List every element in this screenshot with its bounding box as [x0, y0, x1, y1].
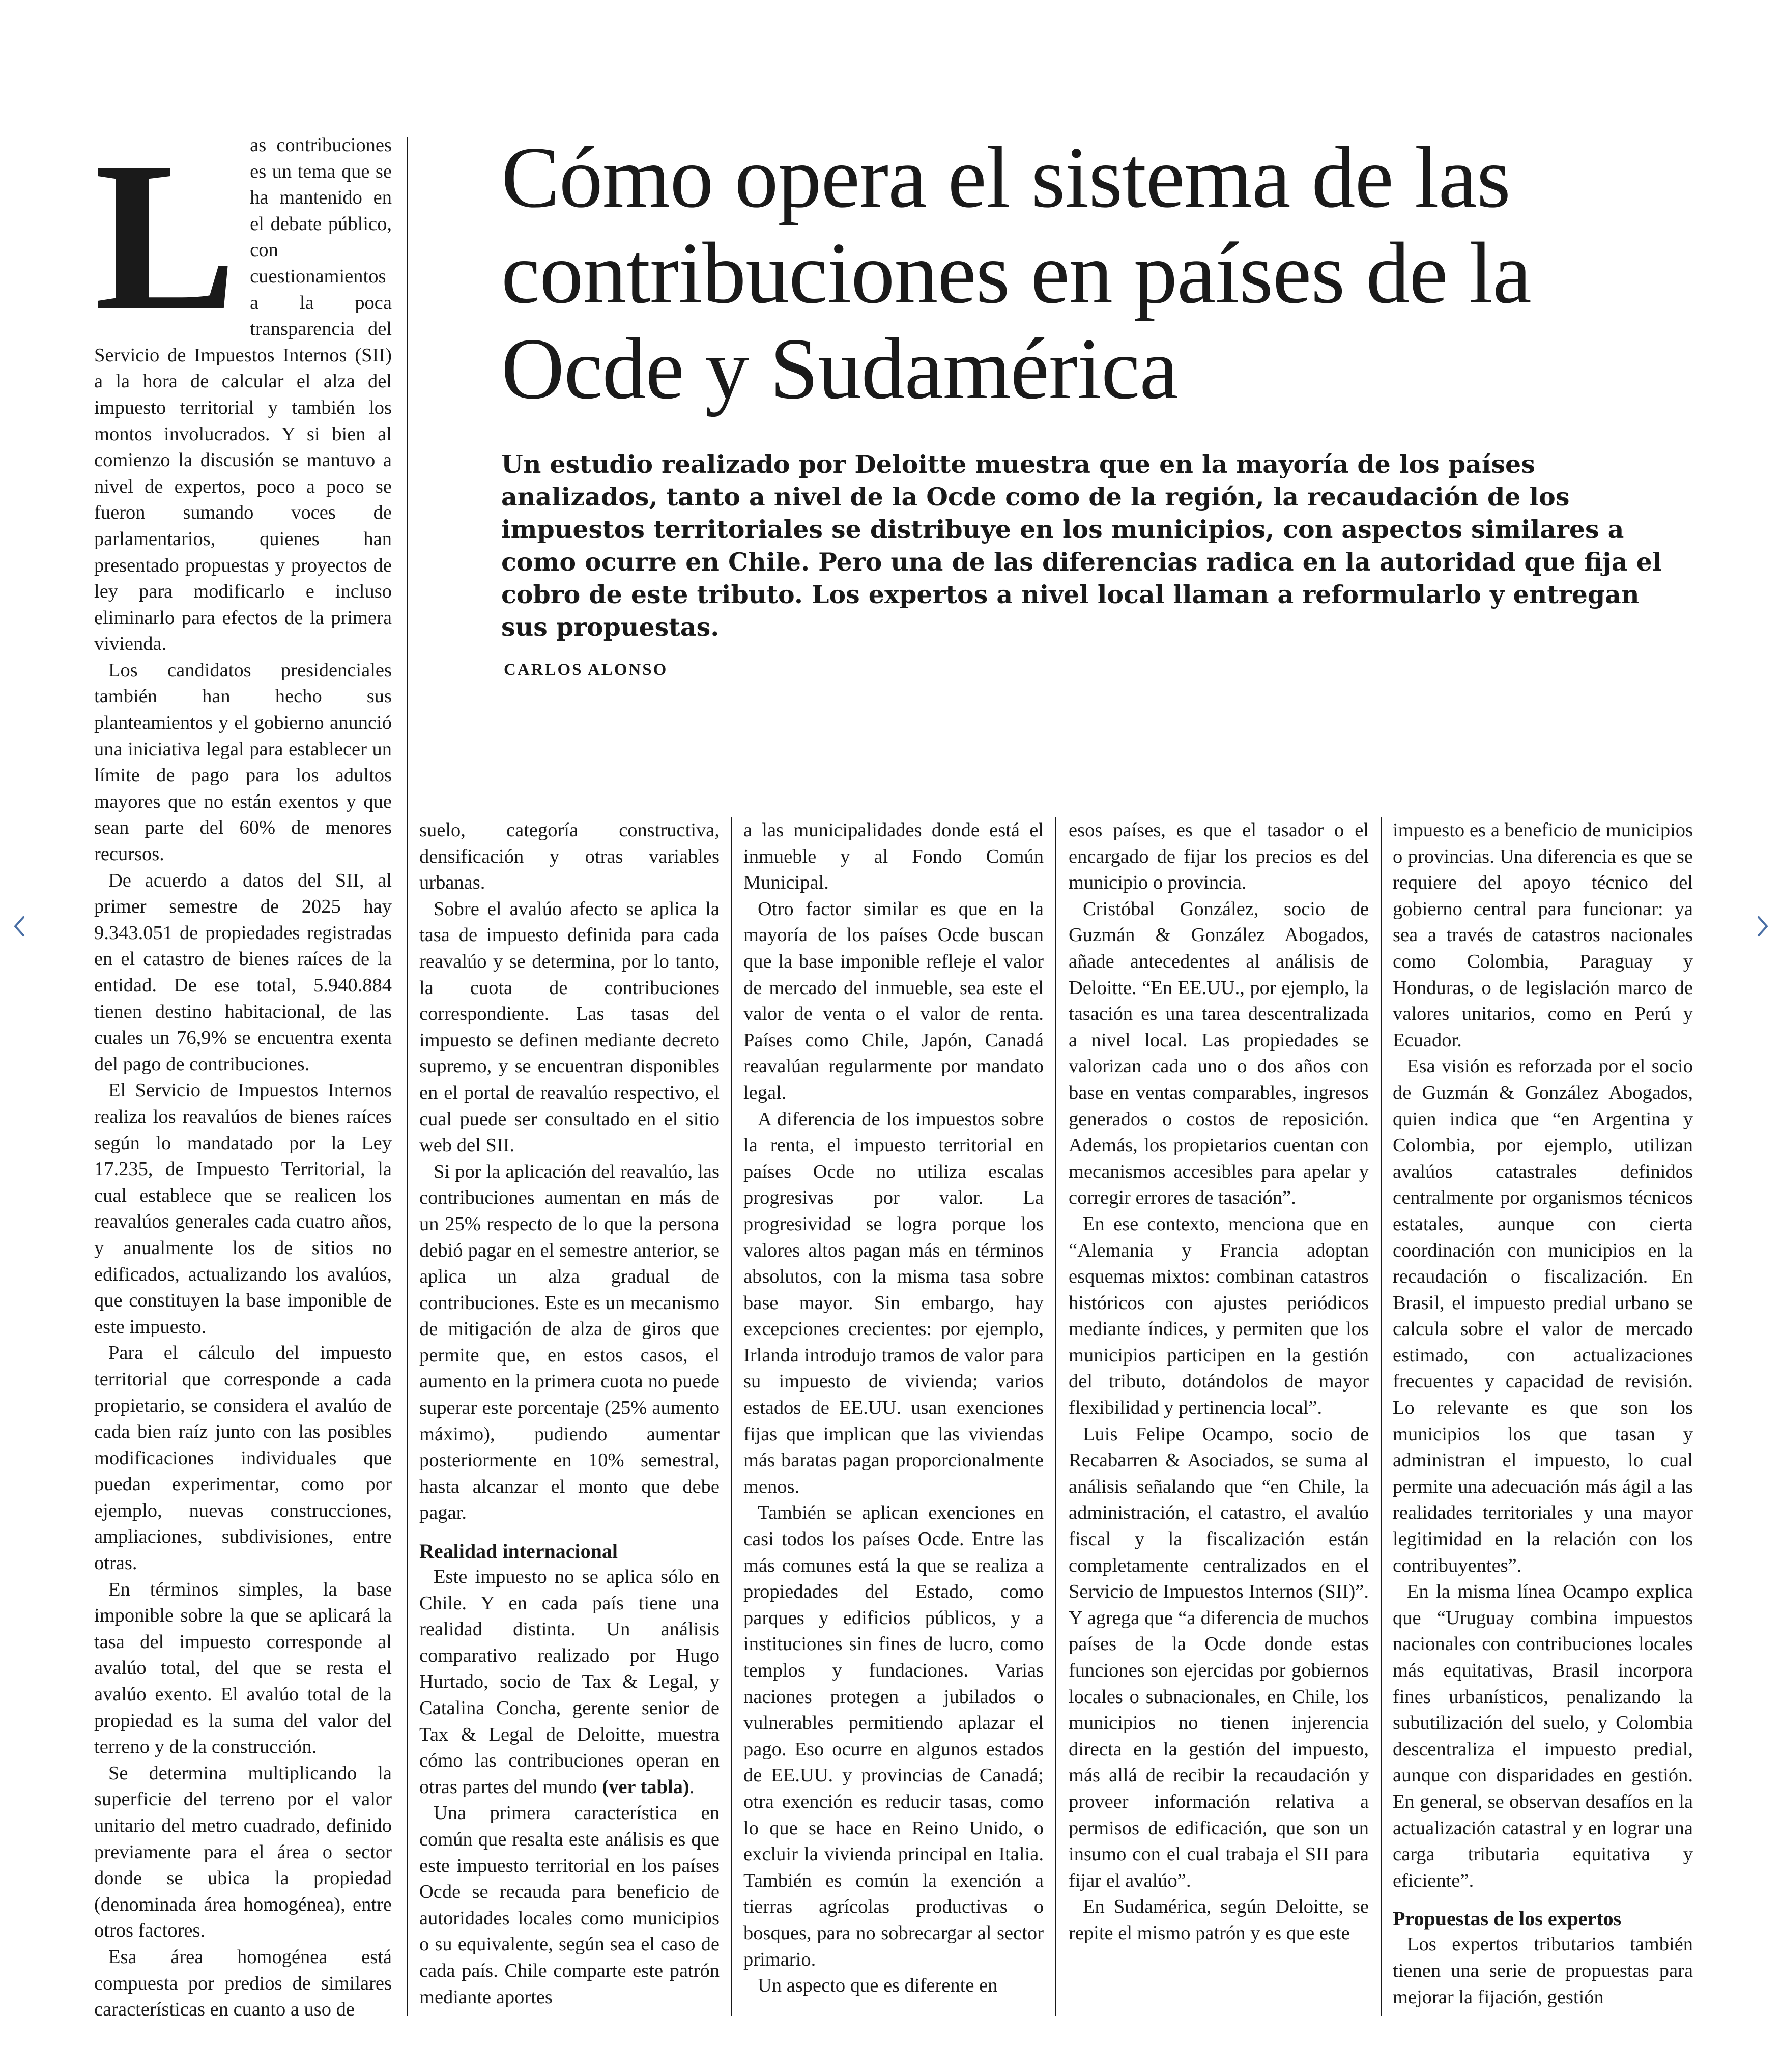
- paragraph: También se aplican exenciones en casi todos los países Ocde. Entre las más comunes está la que se realiza a propiedades del Estado, como parques y edificios públicos, y a instituciones sin fines de lucro, como templos y fundaciones. Varias naciones protegen a jubilados o vulnerables permitiendo aplazar el pago. Eso ocurre en algunos estados de EE.UU. y provincias de Canadá; otra exención es reducir tasas, como lo que se hace en Reino Unido, o excluir la vivienda principal en Italia. También es común la exención a tierras agrícolas productivas o bosques, para no sobrecargar al sector primario.: [743, 1502, 1044, 1970]
- table-reference: (ver tabla): [602, 1776, 689, 1798]
- paragraph-text: Este impuesto no se aplica sólo en Chile. Y en cada país tiene una realidad distinta. Un análisis comparativo realizado por Hugo Hurtado, socio de Tax & Legal, y Catalina Concha, gerente senior de Tax & Legal de Deloitte, muestra cómo las contribuciones operan en otras partes del mundo: [419, 1566, 720, 1798]
- prev-page-button[interactable]: [4, 906, 35, 947]
- section-heading: Realidad internacional: [419, 1540, 618, 1563]
- drop-cap: L: [94, 118, 237, 355]
- paragraph: De acuerdo a datos del SII, al primer semestre de 2025 hay 9.343.051 de propiedades registradas en el catastro de bienes raíces de la entidad. De ese total, 5.940.884 tienen destino habitacional, de las cuales un 76,9% se encuentra exenta del pago de contribuciones.: [94, 869, 392, 1075]
- body-column-3: [1069, 817, 1369, 1947]
- paragraph: Luis Felipe Ocampo, socio de Recabarren & Asociados, se suma al análisis señalando que “en Chile, la administración, el catastro, el avalúo fiscal y la fiscalización están completamente centralizados en el Servicio de Impuestos Internos (SII)”. Y agrega que “a diferencia de muchos países de la Ocde donde estas funciones son ejercidas por gobiernos locales o subnacionales, en Chile, los municipios no tienen injerencia directa en la gestión del impuesto, más allá de recibir la recaudación y proveer información relativa a permisos de edificación, que son un insumo con el cual trabaja el SII para fijar el avalúo”.: [1069, 1423, 1369, 1891]
- paragraph: En términos simples, la base imponible sobre la que se aplicará la tasa del impuesto corresponde al avalúo total, del que se resta el avalúo exento. El avalúo total de la propiedad es la suma del valor del terreno y de la construcción.: [94, 1578, 392, 1758]
- paragraph: En Sudamérica, según Deloitte, se repite el mismo patrón y es que este: [1069, 1896, 1369, 1944]
- body-column-4: [1393, 817, 1693, 2010]
- body-column-2: [743, 817, 1044, 1999]
- paragraph: Otro factor similar es que en la mayoría de los países Ocde buscan que la base imponible refleje el valor de mercado del inmueble, sea este el valor de venta o el valor de renta. Países como Chile, Japón, Canadá reavalúan regularmente por mandato legal.: [743, 898, 1044, 1103]
- paragraph: En ese contexto, menciona que en “Alemania y Francia adoptan esquemas mixtos: combinan catastros históricos con ajustes periódicos mediante índices, y permiten que los municipios participen en la gestión del tributo, dotándolos de mayor flexibilidad y pertinencia local”.: [1069, 1213, 1369, 1419]
- paragraph: esos países, es que el tasador o el encargado de fijar los precios es del municipio o provincia.: [1069, 819, 1369, 894]
- paragraph: El Servicio de Impuestos Internos realiza los reavalúos de bienes raíces según lo mandatado por la Ley 17.235, de Impuesto Territorial, la cual establece que se realicen los reavalúos generales cada cuatro años, y anualmente los de sitios no edificados, actualizando los avalúos, que constituyen la base imponible de este impuesto.: [94, 1080, 392, 1338]
- column-rule: [731, 817, 732, 2016]
- paragraph: Una primera característica en común que resalta este análisis es que este impuesto territorial en los países Ocde se recauda para beneficio de autoridades locales como municipios o su equivalente, según sea el caso de cada país. Chile comparte este patrón mediante aportes: [419, 1802, 720, 2008]
- headline: Cómo opera el sistema de las contribuciones en países de la Ocde y Sudamérica: [501, 129, 1531, 417]
- byline: CARLOS ALONSO: [504, 661, 668, 679]
- paragraph: En la misma línea Ocampo explica que “Uruguay combina impuestos nacionales con contribuciones locales más equitativas, Brasil incorpora fines urbanísticos, penalizando la subutilización del suelo, y Colombia descentraliza el impuesto predial, aunque con disparidades en gestión. En general, se observan desafíos en la actualización catastral y en lograr una carga tributaria equitativa y eficiente”.: [1393, 1581, 1693, 1891]
- next-page-button[interactable]: [1747, 906, 1778, 947]
- chevron-right-icon: [1752, 911, 1773, 942]
- paragraph: Si por la aplicación del reavalúo, las contribuciones aumentan en más de un 25% respecto de lo que la persona debió pagar en el semestre anterior, se aplica un alza gradual de contribuciones. Este es un mecanismo de mitigación de alza de giros que permite que, en estos casos, el aumento en la primera cuota no puede superar este porcentaje (25% aumento máximo), pudiendo aumentar posteriormente en 10% semestral, hasta alcanzar el monto que debe pagar.: [419, 1160, 720, 1524]
- paragraph: Esa área homogénea está compuesta por predios de similares características en cuanto a uso de: [94, 1946, 392, 2021]
- paragraph: suelo, categoría constructiva, densificación y otras variables urbanas.: [419, 819, 720, 894]
- paragraph: Cristóbal González, socio de Guzmán & González Abogados, añade antecedentes al análisis de Deloitte. “En EE.UU., por ejemplo, la tasación es una tarea descentralizada a nivel local. Las propiedades se valorizan cada uno o dos años con base en ventas comparables, ingresos generados o costos de reposición. Además, los propietarios cuentan con mecanismos accesibles para apelar y corregir errores de tasación”.: [1069, 898, 1369, 1209]
- paragraph: Los candidatos presidenciales también han hecho sus planteamientos y el gobierno anunció una iniciativa legal para establecer un límite de pago para los adultos mayores que no están exentos y que sean parte del 60% de menores recursos.: [94, 659, 392, 865]
- paragraph: Los expertos tributarios también tienen una serie de propuestas para mejorar la fijación, gestión: [1393, 1934, 1693, 2008]
- paragraph: Se determina multiplicando la superficie del terreno por el valor unitario del metro cuadrado, definido previamente para el área o sector donde se ubica la propiedad (denominada área homogénea), entre otros factores.: [94, 1762, 392, 1942]
- paragraph: a las municipalidades donde está el inmueble y al Fondo Común Municipal.: [743, 819, 1044, 894]
- left-column: [94, 118, 392, 2023]
- paragraph: [419, 1564, 720, 1800]
- body-column-1: [419, 817, 720, 2010]
- paragraph: A diferencia de los impuestos sobre la renta, el impuesto territorial en países Ocde no utiliza escalas progresivas por valor. La progresividad se logra porque los valores altos pagan más en términos absolutos, con la misma tasa sobre base mayor. Sin embargo, hay excepciones crecientes: por ejemplo, Irlanda introdujo tramos de valor para su impuesto de vivienda; varios estados de EE.UU. usan exenciones fijas que implican que las viviendas más baratas pagan proporcionalmente menos.: [743, 1108, 1044, 1497]
- paragraph: Esa visión es reforzada por el socio de Guzmán & González Abogados, quien indica que “en Argentina y Colombia, por ejemplo, utilizan avalúos catastrales definidos centralmente por organismos técnicos estatales, aunque con cierta coordinación con municipios en la recaudación o fiscalización. En Brasil, el impuesto predial urbano se calcula sobre el valor de mercado estimado, con actualizaciones frecuentes y capacidad de revisión. Lo relevante es que son los municipios los que tasan y administran el impuesto, lo cual permite una adecuación más ágil a las realidades territoriales y una mayor legitimidad en la relación con los contribuyentes”.: [1393, 1056, 1693, 1576]
- column-rule: [407, 137, 408, 2016]
- paragraph: as contribuciones es un tema que se ha mantenido en el debate público, con cuestionamientos a la poca transparencia del Servicio de Impuestos Internos (SII) a la hora de calcular el alza del impuesto territorial y también los montos involucrados. Y si bien al comienzo la discusión se mantuvo a nivel de expertos, poco a poco se fueron sumando voces de parlamentarios, quienes han presentado propuestas y proyectos de ley para modificarlo e incluso eliminarlo para efectos de la primera vivienda.: [94, 134, 392, 655]
- column-rule: [1055, 817, 1056, 2016]
- section-heading: Propuestas de los expertos: [1393, 1907, 1622, 1931]
- column-rule: [1381, 817, 1382, 2016]
- paragraph-end: .: [689, 1776, 695, 1798]
- chevron-left-icon: [9, 911, 30, 942]
- article-deck: Un estudio realizado por Deloitte muestra que en la mayoría de los países analizados, tanto a nivel de la Ocde como de la región, la recaudación de los impuestos territoriales se distribuye en los municipios, con aspectos similares a como ocurre en Chile. Pero una de las diferencias radica en la autoridad que fija el cobro de este tributo. Los expertos a nivel local llaman a reformularlo y entregan sus propuestas.: [501, 449, 1662, 642]
- paragraph: Sobre el avalúo afecto se aplica la tasa de impuesto definida para cada reavalúo y se determina, por lo tanto, la cuota de contribuciones correspondiente. Las tasas del impuesto se definen mediante decreto supremo, y se encuentran disponibles en el portal de reavalúo respectivo, el cual puede ser consultado en el sitio web del SII.: [419, 898, 720, 1156]
- paragraph: Para el cálculo del impuesto territorial que corresponde a cada propietario, se considera el avalúo de cada bien raíz junto con las posibles modificaciones individuales que puedan experimentar, como por ejemplo, nuevas construcciones, ampliaciones, subdivisiones, entre otras.: [94, 1342, 392, 1574]
- paragraph: Un aspecto que es diferente en: [758, 1975, 998, 1997]
- paragraph: impuesto es a beneficio de municipios o provincias. Una diferencia es que se requiere del apoyo técnico del gobierno central para funcionar: ya sea a través de catastros nacionales como Colombia, Paraguay y Honduras, o de legislación marco de valores unitarios, como en Perú y Ecuador.: [1393, 819, 1693, 1051]
